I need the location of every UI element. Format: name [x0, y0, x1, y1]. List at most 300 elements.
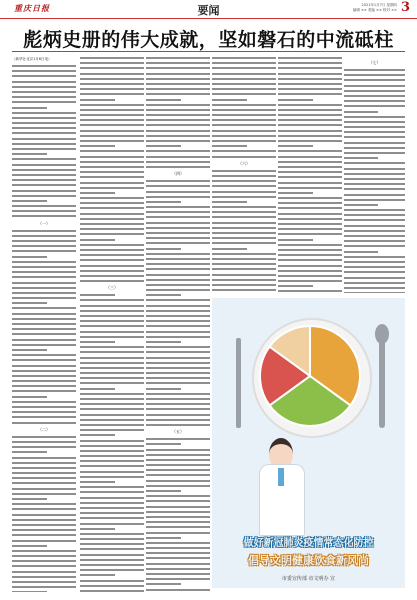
text-line — [344, 105, 405, 107]
text-line — [146, 495, 210, 497]
text-line — [12, 266, 76, 268]
text-line — [278, 119, 342, 121]
text-line — [278, 280, 342, 282]
text-line — [278, 166, 342, 168]
text-line — [278, 233, 342, 235]
text-line — [146, 93, 210, 95]
text-line — [12, 328, 76, 330]
text-line — [146, 119, 210, 121]
text-line — [146, 516, 210, 518]
text-line — [278, 104, 342, 106]
text-line — [12, 508, 76, 510]
text-line — [212, 88, 276, 90]
text-line — [146, 305, 210, 307]
text-line — [12, 323, 76, 325]
text-line — [344, 282, 405, 284]
text-line — [344, 194, 405, 196]
text-line — [80, 239, 115, 241]
text-line — [12, 190, 76, 192]
text-line — [80, 244, 144, 246]
text-line — [80, 455, 144, 457]
text-line — [146, 464, 210, 466]
text-line — [278, 197, 342, 199]
text-line — [12, 354, 76, 356]
text-line — [146, 449, 210, 451]
text-line — [212, 268, 276, 270]
text-line — [12, 318, 76, 320]
text-line — [278, 285, 313, 287]
text-line — [80, 140, 144, 142]
text-line — [12, 169, 76, 171]
text-line — [344, 214, 405, 216]
text-line — [278, 171, 342, 173]
text-line — [80, 259, 144, 261]
text-line — [146, 573, 210, 575]
text-line — [80, 543, 144, 545]
text-line — [278, 187, 342, 189]
text-line — [146, 382, 210, 384]
text-line — [212, 135, 276, 137]
text-line — [12, 184, 76, 186]
text-line — [278, 109, 342, 111]
text-line — [12, 519, 76, 521]
text-line — [12, 91, 76, 93]
text-column-2 — [80, 57, 144, 592]
text-line — [80, 507, 144, 509]
text-line — [12, 422, 76, 424]
text-line — [278, 145, 313, 147]
text-line — [80, 223, 144, 225]
text-line — [146, 294, 181, 296]
text-line — [278, 176, 342, 178]
text-line — [146, 578, 210, 580]
text-line — [212, 150, 276, 152]
section-title: 要闻 — [197, 4, 220, 17]
text-line — [212, 206, 276, 208]
text-line — [278, 62, 342, 64]
text-line — [12, 101, 76, 103]
text-line — [12, 205, 76, 207]
text-line — [344, 230, 405, 232]
text-line — [12, 370, 76, 372]
text-line — [12, 261, 76, 263]
text-line — [212, 93, 276, 95]
text-line — [146, 377, 210, 379]
text-line — [12, 545, 47, 547]
text-line — [146, 124, 210, 126]
text-line — [80, 362, 144, 364]
text-line — [278, 57, 342, 59]
text-line — [146, 521, 210, 523]
text-line — [80, 233, 144, 235]
text-line — [12, 250, 76, 252]
text-line — [80, 280, 144, 282]
text-line — [344, 157, 378, 159]
text-line — [146, 552, 210, 554]
text-line — [12, 271, 76, 273]
text-line — [146, 388, 181, 390]
text-line — [146, 73, 210, 75]
text-line — [12, 132, 76, 134]
text-line — [278, 259, 342, 261]
text-line — [146, 485, 210, 487]
section-subhead: （四） — [172, 171, 184, 177]
text-line — [212, 242, 276, 244]
text-line — [146, 166, 210, 168]
section-subhead: （六） — [238, 160, 250, 166]
text-line — [212, 180, 276, 182]
text-line — [212, 140, 276, 142]
text-line — [278, 99, 313, 101]
text-line — [80, 424, 144, 426]
text-line — [146, 57, 210, 59]
text-line — [212, 175, 276, 177]
text-line — [80, 171, 144, 173]
text-column-4 — [212, 57, 276, 293]
text-line — [278, 140, 342, 142]
text-line — [12, 576, 76, 578]
text-line — [146, 438, 210, 440]
text-line — [80, 299, 144, 301]
text-line — [278, 88, 342, 90]
text-line — [12, 467, 76, 469]
text-line — [146, 78, 210, 80]
text-line — [278, 67, 342, 69]
text-line — [12, 235, 76, 237]
text-line — [12, 385, 76, 387]
text-line — [80, 150, 144, 152]
text-line — [146, 135, 210, 137]
text-line — [80, 434, 115, 436]
text-line — [12, 396, 47, 398]
text-line — [12, 524, 76, 526]
text-line — [278, 78, 342, 80]
text-line — [278, 93, 342, 95]
text-line — [278, 73, 342, 75]
text-line — [12, 200, 47, 202]
text-line — [146, 367, 210, 369]
text-line — [12, 349, 47, 351]
text-line — [146, 279, 210, 281]
text-line — [12, 416, 76, 418]
text-line — [12, 586, 76, 588]
text-line — [80, 218, 144, 220]
text-line — [344, 245, 405, 247]
text-line — [344, 126, 405, 128]
text-line — [344, 277, 405, 279]
text-line — [80, 88, 144, 90]
text-line — [344, 199, 405, 201]
text-line — [344, 256, 405, 258]
text-line — [146, 398, 210, 400]
text-line — [146, 180, 210, 182]
text-line — [80, 325, 144, 327]
text-line — [12, 493, 76, 495]
text-line — [12, 390, 76, 392]
text-line — [146, 315, 210, 317]
text-line — [12, 297, 76, 299]
text-line — [146, 424, 210, 426]
text-line — [12, 230, 76, 232]
text-line — [212, 156, 276, 158]
text-line — [146, 216, 210, 218]
text-line — [12, 107, 47, 109]
text-line — [12, 122, 76, 124]
text-line — [212, 274, 276, 276]
text-line — [146, 232, 210, 234]
text-line — [12, 245, 76, 247]
text-line — [12, 240, 76, 242]
text-line — [146, 589, 210, 591]
text-line — [212, 237, 276, 239]
text-line — [212, 104, 276, 106]
text-line — [278, 213, 342, 215]
text-line — [80, 486, 144, 488]
text-line — [212, 145, 247, 147]
text-line — [344, 271, 405, 273]
text-line — [12, 482, 76, 484]
text-line — [146, 268, 210, 270]
text-line — [146, 284, 210, 286]
text-line — [146, 114, 210, 116]
text-line — [80, 114, 144, 116]
text-line — [12, 534, 76, 536]
text-line — [344, 136, 405, 138]
text-line — [344, 251, 378, 253]
text-line — [278, 265, 342, 267]
text-line — [80, 481, 115, 483]
text-line — [80, 62, 144, 64]
text-line — [344, 183, 405, 185]
text-line — [344, 173, 405, 175]
text-line — [80, 388, 115, 390]
doctor-tie — [278, 468, 284, 486]
food-pie-chart — [212, 298, 405, 458]
text-line — [80, 202, 144, 204]
text-line — [80, 336, 144, 338]
text-line — [80, 502, 144, 504]
text-line — [12, 477, 76, 479]
text-line — [212, 211, 276, 213]
text-line — [146, 454, 210, 456]
text-line — [80, 465, 144, 467]
text-line — [146, 341, 181, 343]
text-line — [212, 222, 276, 224]
spoon-icon — [379, 338, 385, 428]
text-line — [146, 500, 210, 502]
text-line — [80, 57, 144, 59]
text-line — [146, 583, 181, 585]
section-subhead: （七） — [368, 60, 381, 65]
headline-divider — [12, 51, 405, 52]
text-line — [12, 195, 76, 197]
text-line — [212, 201, 247, 203]
section-subhead: （三） — [106, 285, 118, 291]
text-line — [344, 152, 405, 154]
text-line — [146, 99, 181, 101]
text-line — [12, 174, 76, 176]
text-line — [146, 145, 181, 147]
text-line — [80, 135, 144, 137]
text-line — [12, 365, 76, 367]
text-line — [278, 290, 342, 292]
section-subhead: （五） — [172, 429, 184, 435]
text-line — [80, 351, 144, 353]
text-line — [212, 227, 276, 229]
text-line — [278, 207, 342, 209]
main-headline: 彪炳史册的伟大成就，坚如磐石的中流砥柱 — [23, 29, 394, 51]
text-line — [146, 568, 210, 570]
text-line — [12, 313, 76, 315]
text-line — [80, 130, 144, 132]
text-line — [12, 591, 47, 592]
text-line — [80, 460, 144, 462]
text-line — [278, 254, 342, 256]
text-line — [12, 302, 47, 304]
text-line — [12, 292, 76, 294]
text-line — [146, 201, 181, 203]
text-line — [146, 408, 210, 410]
text-line — [146, 274, 210, 276]
text-line — [80, 564, 144, 566]
text-line — [212, 130, 276, 132]
text-line — [146, 191, 210, 193]
text-line — [80, 574, 115, 576]
text-line — [12, 462, 76, 464]
text-line — [12, 581, 76, 583]
text-line — [212, 114, 276, 116]
text-line — [80, 346, 144, 348]
text-line — [80, 213, 144, 215]
text-line — [12, 276, 76, 278]
text-line — [80, 429, 144, 431]
text-line — [80, 341, 115, 343]
text-line — [80, 310, 144, 312]
text-line — [146, 289, 210, 291]
text-line — [80, 99, 115, 101]
text-line — [146, 140, 210, 142]
text-column-6 — [344, 57, 405, 293]
text-line — [12, 138, 76, 140]
text-line — [80, 408, 144, 410]
newspaper-logo: 重庆日报 — [14, 3, 50, 13]
text-line — [278, 161, 342, 163]
text-line — [12, 451, 47, 453]
text-line — [80, 569, 144, 571]
text-line — [12, 560, 76, 562]
text-line — [80, 450, 144, 452]
text-column-1 — [12, 57, 76, 592]
text-line — [278, 150, 342, 152]
text-line — [146, 346, 210, 348]
text-line — [344, 111, 378, 113]
text-line — [12, 143, 76, 145]
text-line — [146, 258, 210, 260]
text-line — [146, 109, 210, 111]
text-line — [344, 79, 405, 81]
text-line — [80, 357, 144, 359]
text-line — [146, 325, 210, 327]
text-line — [80, 161, 144, 163]
text-line — [146, 227, 210, 229]
text-line — [212, 124, 276, 126]
text-line — [80, 104, 144, 106]
text-line — [12, 215, 76, 217]
text-line — [80, 372, 144, 374]
text-line — [146, 336, 210, 338]
text-line — [12, 401, 76, 403]
text-line — [212, 248, 247, 250]
text-line — [212, 279, 276, 281]
text-line — [146, 211, 210, 213]
text-line — [278, 156, 342, 158]
text-line — [80, 445, 144, 447]
text-line — [12, 380, 76, 382]
text-line — [146, 62, 210, 64]
section-subhead: （二） — [38, 426, 50, 432]
text-line — [344, 131, 405, 133]
text-line — [146, 459, 210, 461]
text-line — [80, 393, 144, 395]
text-line — [12, 406, 76, 408]
text-line — [344, 240, 405, 242]
text-line — [344, 121, 405, 123]
text-line — [80, 367, 144, 369]
text-line — [344, 85, 405, 87]
text-line — [12, 411, 76, 413]
text-line — [278, 270, 342, 272]
text-line — [278, 202, 342, 204]
text-line — [12, 339, 76, 341]
text-line — [212, 289, 276, 291]
text-line — [80, 517, 144, 519]
text-line — [80, 119, 144, 121]
text-line — [212, 263, 276, 265]
text-line — [146, 150, 210, 152]
text-line — [344, 287, 405, 289]
text-line — [278, 249, 342, 251]
doctor-illustration — [256, 438, 306, 534]
text-line — [146, 506, 210, 508]
text-line — [80, 78, 144, 80]
text-line — [12, 81, 76, 83]
text-line — [12, 571, 76, 573]
text-line — [146, 469, 210, 471]
text-line — [80, 471, 144, 473]
text-line — [344, 188, 405, 190]
text-line — [344, 178, 405, 180]
text-line — [344, 100, 405, 102]
text-line — [80, 559, 144, 561]
text-line — [12, 75, 76, 77]
text-line — [12, 514, 76, 516]
text-line — [146, 474, 210, 476]
text-line — [344, 116, 405, 118]
text-line — [12, 550, 76, 552]
text-line — [12, 65, 76, 67]
text-line — [80, 294, 115, 296]
text-line — [146, 253, 210, 255]
text-line — [146, 206, 210, 208]
text-line — [80, 414, 144, 416]
text-line — [80, 538, 144, 540]
text-line — [344, 209, 405, 211]
text-line — [146, 237, 210, 239]
text-line — [344, 266, 405, 268]
text-line — [344, 142, 405, 144]
text-line — [80, 403, 144, 405]
text-line — [80, 533, 144, 535]
